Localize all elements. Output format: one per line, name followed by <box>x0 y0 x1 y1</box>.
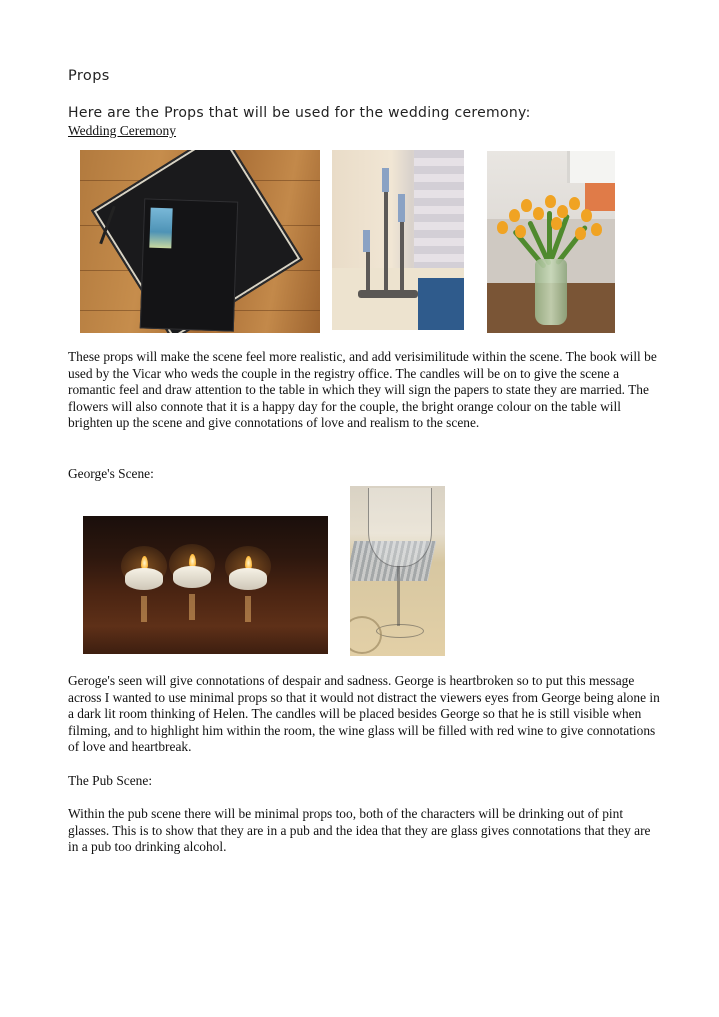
page-title: Props <box>68 68 110 84</box>
pub-scene-heading: The Pub Scene: <box>68 773 153 788</box>
tealight <box>229 568 267 590</box>
tealights-photo <box>83 516 328 654</box>
george-scene-paragraph: Geroge's seen will give connotations of despair and sadness. George is heartbroken so to put this message across I wanted to use minimal props so that it would not distract the viewers eyes from George being alone in a dark lit room thinking of Helen. The candles will be placed besides George so that he is still visible when filming, and to highlight him within the room, the wine glass will be filled with red wine to give connotations of love and heartbreak. <box>68 673 660 755</box>
candle <box>382 168 389 192</box>
pub-scene-paragraph: Within the pub scene there will be minimal props too, both of the characters will be drinking out of pint glasses. This is to show that they are in a pub and the idea that they are glass gives connotations that they are in a pub too drinking alcohol. <box>68 806 651 855</box>
george-scene-heading: George's Scene: <box>68 466 154 481</box>
glass-vase <box>535 259 567 325</box>
candle <box>398 194 405 222</box>
tulips-photo <box>487 151 615 333</box>
tealight <box>173 566 211 588</box>
wedding-ceremony-heading: Wedding Ceremony <box>68 123 177 138</box>
candle-holder-photo <box>332 150 464 330</box>
book-photo <box>80 150 320 333</box>
intro-text: Here are the Props that will be used for the wedding ceremony: <box>68 105 531 121</box>
wedding-props-paragraph: These props will make the scene feel more realistic, and add verisimilitude within the scene. The book will be used by the Vicar who weds the couple in the registry office. The candles will be on to give the scene a romantic feel and draw attention to the table in which they will sign the papers to state they are married. The flowers will also connote that it is a happy day for the couple, the bright orange colour on the table will brighten up the scene and give connotations of love and realism to the scene. <box>68 349 657 431</box>
wine-glass-photo <box>350 486 445 656</box>
candle <box>363 230 370 252</box>
glass-bowl <box>368 488 432 567</box>
tealight <box>125 568 163 590</box>
diary-label <box>149 208 172 249</box>
